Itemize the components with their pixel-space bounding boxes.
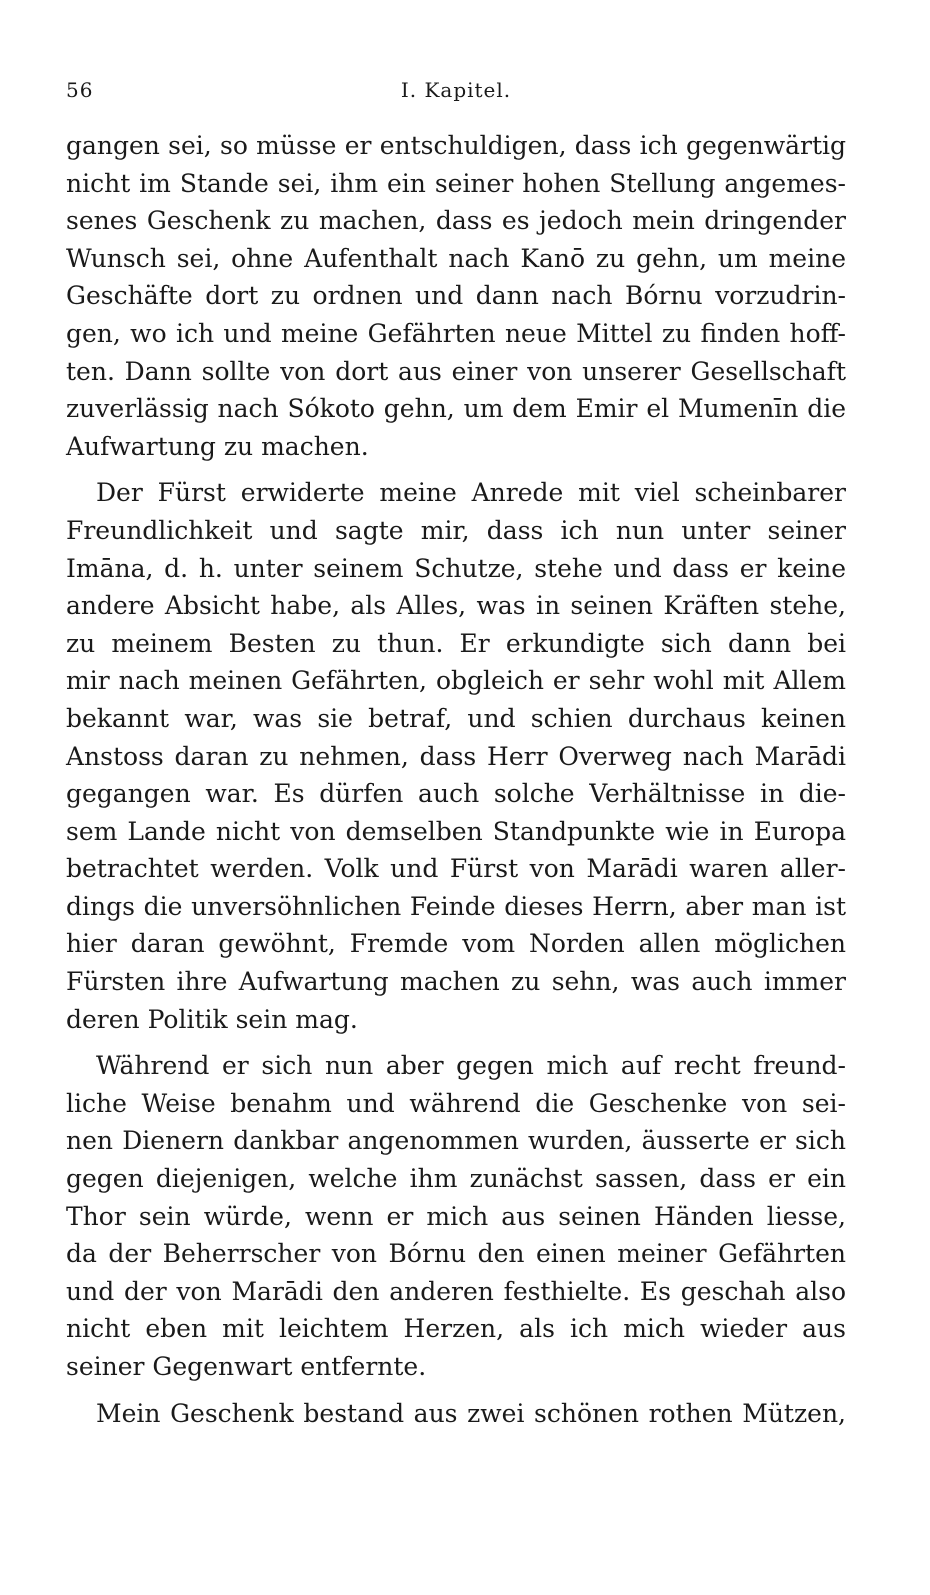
text-line: gangen sei, so müsse er entschuldigen, dass ich gegenwärtig	[66, 131, 846, 160]
page-header	[66, 78, 846, 108]
text-line: liche Weise benahm und während die Geschenke von sei-	[66, 1088, 846, 1118]
text-line: mir nach meinen Gefährten, obgleich er sehr wohl mit Allem	[66, 666, 846, 696]
text-line: gegangen war. Es dürfen auch solche Verhältnisse in die-	[66, 779, 846, 809]
text-line: Wunsch sei, ohne Aufenthalt nach Kanō zu gehn, um meine	[66, 243, 846, 273]
text-line: Geschäfte dort zu ordnen und dann nach Bórnu vorzudrin-	[66, 281, 846, 311]
paragraph	[66, 1047, 846, 1385]
paragraph	[66, 474, 846, 1038]
text-line: Aufwartung zu machen.	[66, 431, 369, 461]
text-line: Fürsten ihre Aufwartung machen zu sehn, was auch immer	[66, 967, 846, 997]
text-line: andere Absicht habe, als Alles, was in seinen Kräften stehe,	[66, 591, 846, 621]
text-line: deren Politik sein mag.	[66, 1004, 358, 1034]
text-line: Anstoss daran zu nehmen, dass Herr Overweg nach Marādi	[66, 741, 846, 771]
body-text	[66, 127, 846, 1441]
text-line: gegen diejenigen, welche ihm zunächst sassen, dass er ein	[66, 1164, 846, 1194]
text-line: Mein Geschenk bestand aus zwei schönen rothen Mützen,	[96, 1398, 846, 1428]
running-head: I. Kapitel.	[400, 78, 512, 102]
text-line: Thor sein würde, wenn er mich aus seinen Händen liesse,	[66, 1201, 846, 1231]
text-line: gen, wo ich und meine Gefährten neue Mittel zu finden hoff-	[66, 318, 846, 348]
text-line: senes Geschenk zu machen, dass es jedoch mein dringender	[66, 206, 846, 236]
text-line: Imāna, d. h. unter seinem Schutze, stehe und dass er keine	[66, 553, 846, 583]
text-line: da der Beherrscher von Bórnu den einen meiner Gefährten	[66, 1239, 846, 1269]
text-line: Der Fürst erwiderte meine Anrede mit viel scheinbarer	[96, 478, 846, 508]
text-line: zuverlässig nach Sókoto gehn, um dem Emir el Mumenīn die	[66, 394, 846, 424]
paragraph	[66, 1395, 846, 1433]
text-line: nicht eben mit leichtem Herzen, als ich mich wieder aus	[66, 1314, 846, 1344]
text-line: Während er sich nun aber gegen mich auf recht freund-	[96, 1051, 846, 1081]
text-line: sem Lande nicht von demselben Standpunkte wie in Europa	[66, 816, 846, 846]
text-line: hier daran gewöhnt, Fremde vom Norden allen möglichen	[66, 929, 846, 959]
text-line: zu meinem Besten zu thun. Er erkundigte sich dann bei	[66, 628, 846, 658]
paragraph	[66, 127, 846, 465]
text-line: bekannt war, was sie betraf, und schien durchaus keinen	[66, 703, 846, 733]
text-line: nen Dienern dankbar angenommen wurden, äusserte er sich	[66, 1126, 846, 1156]
text-line: betrachtet werden. Volk und Fürst von Marādi waren aller-	[66, 854, 846, 884]
page-number: 56	[66, 78, 94, 102]
text-line: ten. Dann sollte von dort aus einer von unserer Gesellschaft	[66, 356, 846, 386]
text-line: Freundlichkeit und sagte mir, dass ich nun unter seiner	[66, 515, 846, 545]
text-line: seiner Gegenwart entfernte.	[66, 1352, 427, 1381]
text-line: dings die unversöhnlichen Feinde dieses Herrn, aber man ist	[66, 891, 846, 921]
text-line: und der von Marādi den anderen festhielte. Es geschah also	[66, 1276, 846, 1306]
text-line: nicht im Stande sei, ihm ein seiner hohen Stellung angemes-	[66, 168, 846, 198]
